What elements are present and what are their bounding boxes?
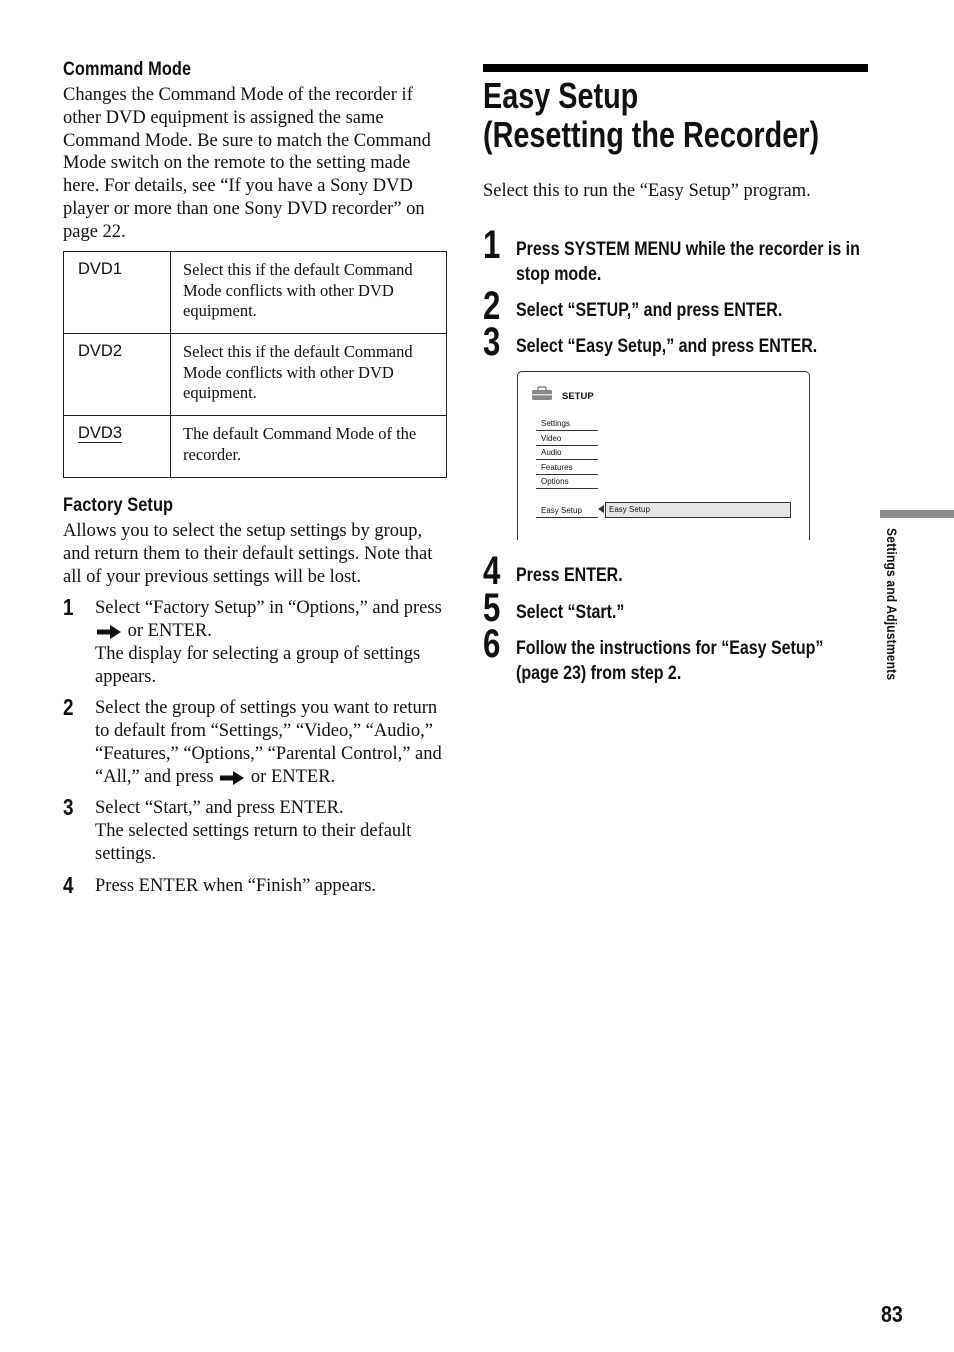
menu-item-settings: Settings: [536, 416, 598, 431]
step-text: Select “Start.”: [516, 601, 625, 623]
step-number: 1: [483, 223, 501, 267]
step-text: [95, 875, 448, 898]
step-result: The display for selecting a group of settings appears.: [95, 644, 421, 687]
side-tab-bar: [880, 510, 954, 518]
menu-item-features: Features: [536, 460, 598, 475]
step-text: [95, 597, 448, 689]
table-row: [64, 334, 447, 416]
step-instruction: Select “Start,” and press ENTER.: [95, 798, 344, 818]
table-key-dvd3: DVD3: [78, 424, 123, 442]
table-desc-dvd2: Select this if the default Command Mode conflicts with other DVD equipment.: [171, 334, 447, 416]
table-key-dvd2: DVD2: [64, 334, 171, 416]
command-mode-body: Changes the Command Mode of the recorder if other DVD equipment is assigned the same Command Mode. Be sure to match the Command Mode switch on the remote to the setting made here. For details, see “If you have a Sony DVD player or more than one Sony DVD recorder” on page 22.: [63, 85, 431, 242]
factory-setup-heading: Factory Setup: [63, 495, 174, 516]
step-result: The selected settings return to their default settings.: [95, 821, 412, 864]
step-number: 3: [63, 794, 74, 820]
step-number: 2: [483, 284, 501, 328]
table-key-dvd1: DVD1: [64, 252, 171, 334]
table-desc-dvd3: The default Command Mode of the recorder.: [171, 416, 447, 478]
page-title-line-2: (Resetting the Recorder): [483, 114, 820, 155]
page-title: [483, 76, 819, 154]
step-text: [95, 797, 448, 866]
step-instruction-tail: or ENTER.: [127, 621, 212, 641]
step-instruction-tail: or ENTER.: [250, 767, 336, 787]
step-number: 6: [483, 622, 501, 666]
side-tab-label: Settings and Adjustments: [884, 528, 900, 681]
menu-item-audio: Audio: [536, 445, 598, 460]
step-text: Press SYSTEM MENU while the recorder is in stop mode.: [516, 238, 860, 285]
step-number: 3: [483, 320, 501, 364]
table-key-dvd3-cell: [64, 416, 171, 478]
menu-item-easy-setup: Easy Setup: [536, 503, 598, 518]
step-text: Select “SETUP,” and press ENTER.: [516, 299, 783, 321]
setup-toolbox-icon: [531, 386, 553, 401]
intro-text: Select this to run the “Easy Setup” program.: [483, 181, 811, 201]
step-number: 4: [483, 549, 501, 593]
step-text: Follow the instructions for “Easy Setup” (page 23) from step 2.: [516, 637, 824, 684]
step-instruction: Select “Factory Setup” in “Options,” and press: [95, 598, 442, 618]
step-number: 5: [483, 586, 501, 630]
step-number: 2: [63, 694, 74, 720]
command-mode-heading: Command Mode: [63, 59, 192, 80]
table-row: [64, 416, 447, 478]
selection-caret-icon: [598, 505, 604, 513]
right-arrow-icon: [97, 625, 121, 639]
section-top-rule: [483, 64, 868, 72]
screen-title: SETUP: [562, 391, 594, 402]
step-number: 4: [63, 872, 74, 898]
highlighted-option: Easy Setup: [605, 502, 791, 518]
command-mode-table: [63, 251, 447, 478]
factory-setup-body: Allows you to select the setup settings by group, and return them to their default settings. Note that all of your previous settings will be lost.: [63, 521, 433, 587]
menu-item-options: Options: [536, 474, 598, 489]
right-arrow-icon: [220, 771, 244, 785]
step-text: Press ENTER.: [516, 564, 623, 586]
step-instruction: Select the group of settings you want to return to default from “Settings,” “Video,” “Audio,” “Features,” “Options,” “Parental Control,” and “All,” and press: [95, 698, 442, 787]
table-desc-dvd1: Select this if the default Command Mode conflicts with other DVD equipment.: [171, 252, 447, 334]
step-instruction: Press ENTER when “Finish” appears.: [95, 876, 377, 896]
step-text: [95, 697, 448, 789]
setup-screen-illustration: [517, 371, 810, 540]
step-text: Select “Easy Setup,” and press ENTER.: [516, 335, 818, 357]
page-number: 83: [881, 1301, 903, 1327]
step-number: 1: [63, 594, 74, 620]
page-title-line-1: Easy Setup: [483, 75, 639, 116]
menu-item-video: Video: [536, 431, 598, 446]
table-row: [64, 252, 447, 334]
